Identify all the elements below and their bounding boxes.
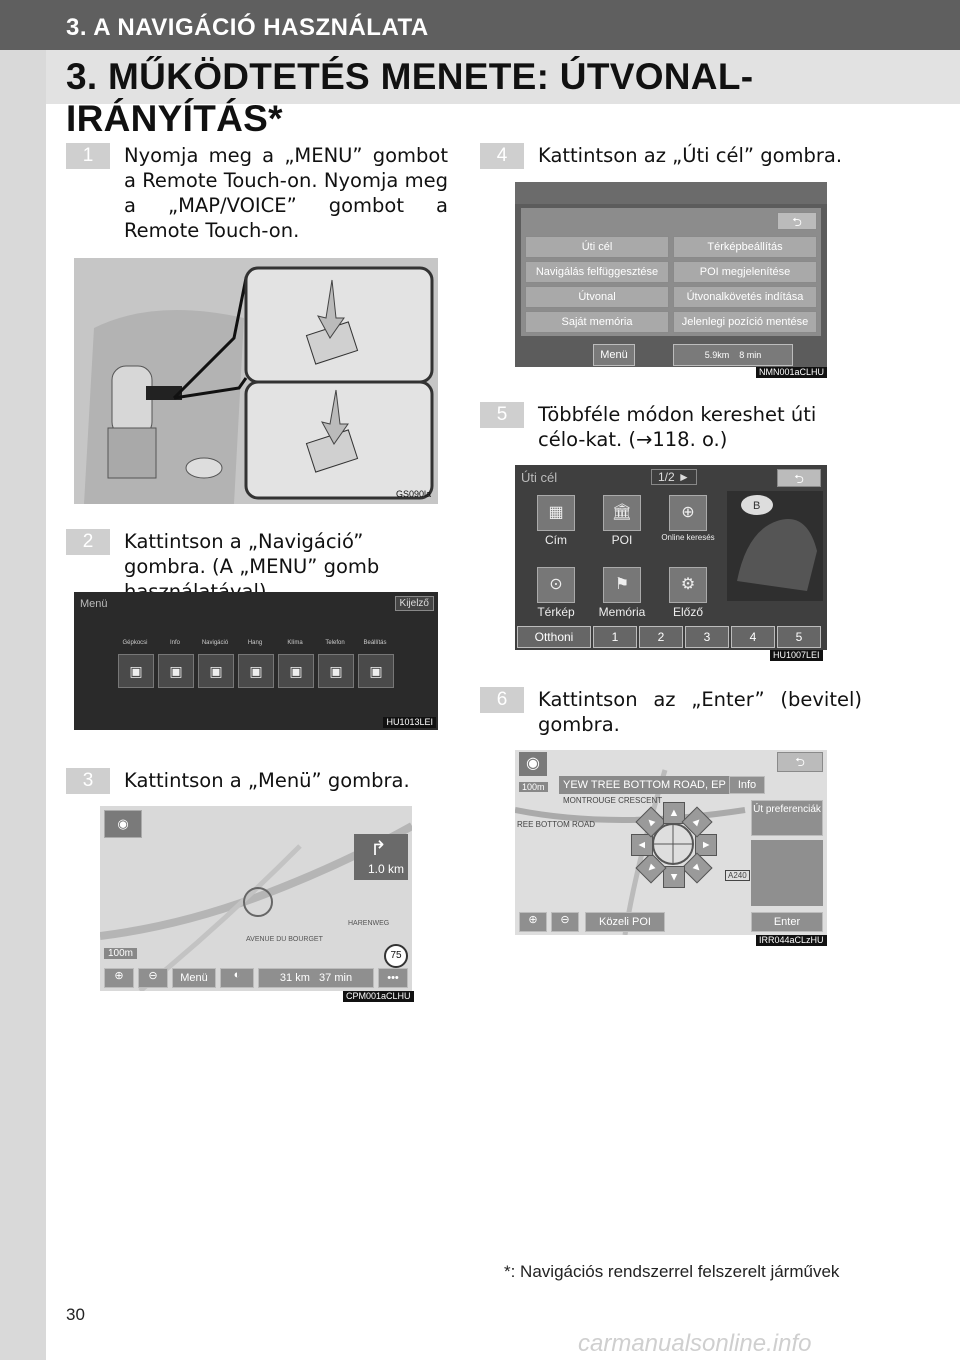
- destination-tile-icon[interactable]: ⊕: [669, 495, 707, 531]
- menu-item-label: Gépkocsi: [122, 640, 148, 646]
- road-label-2: REE BOTTOM ROAD: [517, 820, 596, 829]
- zoom-in-button[interactable]: ⊕: [104, 968, 134, 988]
- next-turn-box: [354, 834, 408, 880]
- nav-menu-button[interactable]: Útvonal: [525, 286, 669, 308]
- menu-item-label: Hang: [247, 640, 263, 646]
- menu-screen-title: Menü: [80, 598, 108, 610]
- page-indicator[interactable]: 1/2 ►: [651, 469, 697, 485]
- scroll-arrow-icon[interactable]: ▲: [635, 806, 666, 837]
- scroll-arrow-icon[interactable]: ▲: [695, 834, 717, 856]
- menu-button[interactable]: Menü: [172, 968, 216, 988]
- destination-tile-label: Térkép: [537, 605, 575, 619]
- step-6-text: Kattintson az „Enter” (bevitel) gombra.: [538, 688, 862, 736]
- trip-info: [673, 344, 793, 366]
- menu-item-label: Beállítás: [363, 640, 387, 646]
- trip-km: 31 km: [279, 972, 310, 984]
- menu-item-button[interactable]: ▣: [318, 654, 354, 688]
- zoom-in-button[interactable]: ⊕: [519, 912, 547, 932]
- trip-km: 5.9km: [704, 350, 730, 360]
- step-3-badge: 3: [66, 768, 110, 794]
- destination-tile-icon[interactable]: ▦: [537, 495, 575, 531]
- scroll-arrow-icon[interactable]: ▲: [681, 806, 712, 837]
- info-button[interactable]: Info: [729, 776, 765, 794]
- back-button[interactable]: ⮌: [777, 469, 821, 487]
- memory-button[interactable]: 2: [639, 626, 683, 648]
- scroll-map-screen: [515, 750, 827, 935]
- road-label-1: MONTROUGE CRESCENT: [563, 796, 663, 805]
- destination-tile-label: Online keresés: [661, 533, 715, 542]
- back-button[interactable]: ⮌: [777, 752, 823, 772]
- scroll-arrow-icon[interactable]: ▲: [663, 802, 685, 824]
- figure-code-6: IRR044aCLzHU: [756, 935, 827, 946]
- zoom-out-button[interactable]: ⊖: [138, 968, 168, 988]
- menu-item-label: Telefon: [325, 640, 345, 646]
- menu-item-label: Navigáció: [201, 640, 229, 646]
- turn-distance: 1.0 km: [368, 862, 405, 876]
- step-1-badge: 1: [66, 143, 110, 169]
- display-button[interactable]: Kijelző: [395, 596, 434, 611]
- destination-title: Úti cél: [521, 470, 558, 485]
- country-badge: B: [753, 500, 761, 512]
- step-5-text: Többféle módon kereshet úti célo-kat. (→118. o.): [538, 403, 817, 451]
- figure-code-2: HU1013LEI: [383, 717, 436, 728]
- page-title: 3. MŰKÖDTETÉS MENETE: ÚTVONAL-IRÁNYÍTÁS*: [66, 56, 754, 139]
- footnote: *: Navigációs rendszerrel felszerelt járművek: [504, 1262, 840, 1281]
- destination-screen: [515, 465, 827, 650]
- watermark: carmanualsonline.info: [578, 1330, 812, 1357]
- scroll-arrow-icon[interactable]: ▲: [681, 852, 712, 883]
- destination-tile-label: Memória: [598, 605, 646, 619]
- memory-button[interactable]: Otthoni: [517, 626, 591, 648]
- step-2-text: Kattintson a „Navigáció” gombra. (A „MENU” gomb: [124, 530, 380, 578]
- map-scale: 100m: [104, 948, 137, 959]
- memory-button[interactable]: 1: [593, 626, 637, 648]
- trip-min: 37 min: [319, 972, 353, 984]
- step-6-badge: 6: [480, 687, 524, 713]
- road-label-a240: A240: [725, 870, 750, 881]
- back-button[interactable]: ⮌: [777, 212, 817, 230]
- menu-item-button[interactable]: ▣: [238, 654, 274, 688]
- step-3-text: Kattintson a „Menü” gombra.: [124, 769, 410, 792]
- section-header: [46, 50, 960, 139]
- map-scale: 100m: [519, 782, 548, 792]
- voice-button[interactable]: ◐: [220, 968, 254, 988]
- europe-map: [727, 491, 823, 601]
- menu-button[interactable]: Menü: [593, 344, 635, 366]
- destination-tile-label: POI: [611, 533, 633, 547]
- compass-icon[interactable]: ◉: [519, 752, 547, 776]
- chapter-header: [0, 0, 960, 50]
- figure-code-5: HU1007LEI: [770, 650, 823, 661]
- route-preferences-button[interactable]: Út preferenciák: [751, 800, 823, 836]
- trip-min: 8 min: [739, 350, 762, 360]
- menu-item-button[interactable]: ▣: [358, 654, 394, 688]
- destination-tile-label: Cím: [545, 533, 567, 547]
- destination-tile-icon[interactable]: ⊙: [537, 567, 575, 603]
- nav-menu-button[interactable]: Saját memória: [525, 311, 669, 333]
- menu-screen: [74, 592, 438, 730]
- step-4-text: Kattintson az „Úti cél” gombra.: [538, 144, 843, 167]
- status-bar: [515, 182, 827, 204]
- menu-item-label: Klíma: [287, 640, 303, 646]
- street-label: AVENUE DU BOURGET: [246, 936, 323, 943]
- nav-menu-button[interactable]: Navigálás felfüggesztése: [525, 261, 669, 283]
- enter-button[interactable]: Enter: [751, 912, 823, 932]
- figure-code-1: GS090la: [395, 489, 431, 499]
- zoom-out-button[interactable]: ⊖: [551, 912, 579, 932]
- memory-button[interactable]: 4: [731, 626, 775, 648]
- turn-arrow-icon: ↱: [370, 838, 387, 860]
- nav-menu-button[interactable]: Úti cél: [525, 236, 669, 258]
- step-4-badge: 4: [480, 143, 524, 169]
- memory-button[interactable]: 5: [777, 626, 821, 648]
- figure-code-3: CPM001aCLHU: [343, 991, 414, 1002]
- page-number: 30: [66, 1305, 85, 1324]
- destination-tile-icon[interactable]: ⚑: [603, 567, 641, 603]
- menu-item-button[interactable]: ▣: [158, 654, 194, 688]
- trip-info: [258, 968, 374, 988]
- step-1-text: Nyomja meg a „MENU” gombot a Remote Touch-on. Nyomja meg a „MAP/VOICE” gombot a Remote Touch-on.: [124, 144, 448, 242]
- destination-tile-label: Előző: [672, 605, 704, 619]
- chapter-title: 3. A NAVIGÁCIÓ HASZNÁLATA: [66, 14, 429, 41]
- scroll-arrow-icon[interactable]: ▲: [663, 866, 685, 888]
- street-banner: YEW TREE BOTTOM ROAD, EP: [559, 776, 731, 794]
- nav-menu-screen: [515, 182, 827, 367]
- nav-menu-button[interactable]: Térképbeállítás: [673, 236, 817, 258]
- compass-icon[interactable]: ◉: [104, 810, 142, 838]
- memory-button[interactable]: 3: [685, 626, 729, 648]
- scroll-arrow-icon[interactable]: ▲: [631, 834, 653, 856]
- menu-item-label: Info: [169, 640, 180, 646]
- nav-menu-button[interactable]: Jelenlegi pozíció mentése: [673, 311, 817, 333]
- menu-item-button[interactable]: ▣: [198, 654, 234, 688]
- area-label: HARENWEG: [348, 920, 390, 927]
- console-drawing: [74, 258, 438, 504]
- route-options-panel: [751, 840, 823, 906]
- step-5-badge: 5: [480, 402, 524, 428]
- scroll-arrow-icon[interactable]: ▲: [635, 852, 666, 883]
- menu-item-button[interactable]: ▣: [118, 654, 154, 688]
- step-2-badge: 2: [66, 529, 110, 555]
- figure-code-4: NMN001aCLHU: [756, 367, 827, 378]
- speed-limit: 75: [384, 944, 408, 968]
- destination-tile-icon[interactable]: ⚙: [669, 567, 707, 603]
- nearby-poi-button[interactable]: Közeli POI: [585, 912, 665, 932]
- left-sidebar: [0, 0, 46, 1360]
- nav-menu-button[interactable]: Útvonalkövetés indítása: [673, 286, 817, 308]
- map-screen: [100, 806, 412, 991]
- menu-item-button[interactable]: ▣: [278, 654, 314, 688]
- more-button[interactable]: •••: [378, 968, 408, 988]
- nav-menu-button[interactable]: POI megjelenítése: [673, 261, 817, 283]
- remote-touch-illustration: [74, 258, 438, 504]
- destination-tile-icon[interactable]: 🏛: [603, 495, 641, 531]
